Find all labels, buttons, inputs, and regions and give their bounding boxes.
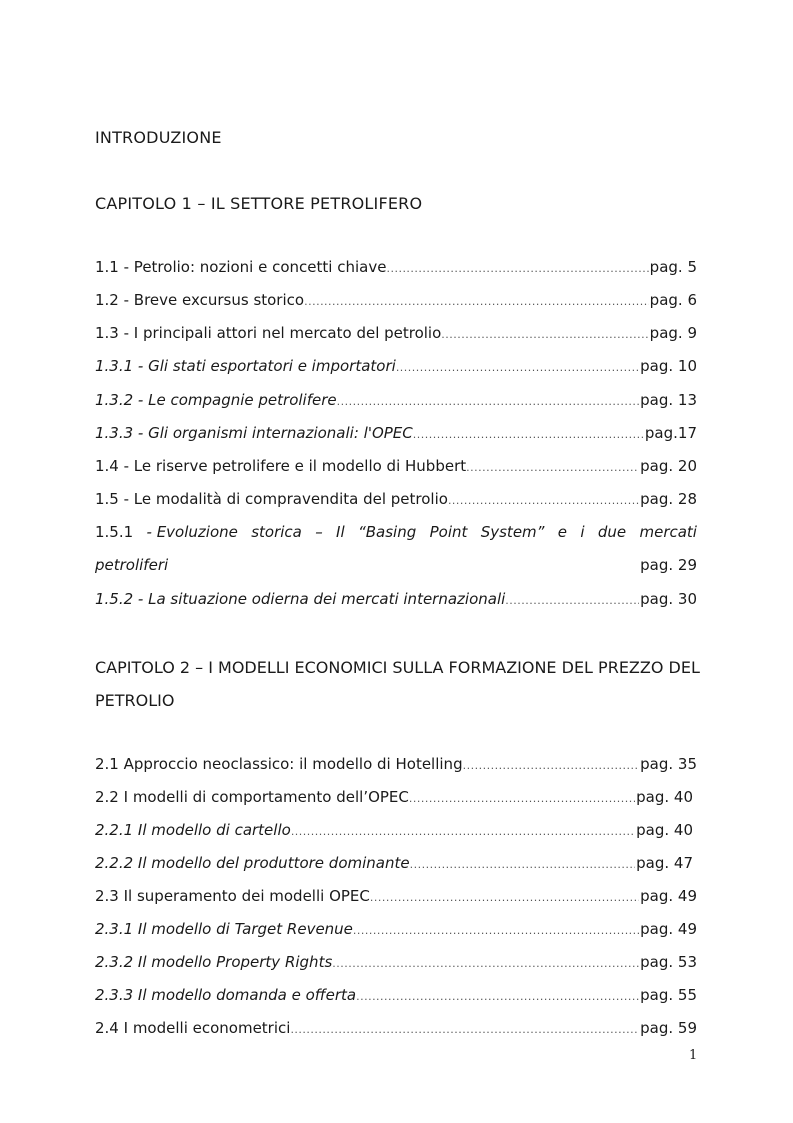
dot-leader [396,361,639,374]
toc-entry-title: 1.1 - Petrolio: nozioni e concetti chiave [95,258,387,276]
dot-leader [370,891,639,904]
toc-entry-page: pag. 40 [636,788,693,806]
dot-leader [409,792,635,805]
toc-entry-title: 1.3.3 - Gli organismi internazionali: l'OPEC [95,424,413,442]
dot-leader [463,759,640,772]
toc-entry-page: pag. 28 [640,490,697,508]
intro-heading: INTRODUZIONE [95,128,222,147]
toc-entry-2-2-2[interactable] [95,854,693,878]
dot-leader [353,924,639,937]
toc-entry-title: 2.3.1 Il modello di Target Revenue [95,920,353,938]
dot-leader [291,825,635,838]
toc-entry-page: pag. 5 [649,258,697,276]
toc-word: - Evoluzione [146,523,238,541]
toc-entry-page: pag. 30 [640,590,697,608]
dot-leader [448,494,639,507]
toc-entry-line-1 [95,523,697,556]
dot-leader [356,990,639,1003]
toc-entry-page: pag. 40 [636,821,693,839]
dot-leader [410,858,636,871]
toc-entry-2-4[interactable] [95,1019,697,1043]
toc-entry-2-3[interactable] [95,887,697,911]
dot-leader [304,295,649,308]
page-number: 1 [689,1048,698,1063]
toc-entry-page: pag. 47 [636,854,693,872]
toc-entry-page: pag. 49 [640,887,697,905]
toc-word: mercati [639,523,697,541]
dot-leader [386,262,648,275]
toc-word: “Basing [357,523,417,541]
toc-entry-title: 2.2.1 Il modello di cartello [95,821,291,839]
toc-entry-1-2[interactable] [95,291,697,315]
toc-entry-title: 2.3 Il superamento dei modelli OPEC [95,887,370,905]
toc-word: i [580,523,585,541]
dot-leader [337,395,640,408]
toc-entry-page: pag.17 [644,424,697,442]
toc-entry-title: 1.3 - I principali attori nel mercato del petrolio [95,324,442,342]
toc-entry-title: 2.3.2 Il modello Property Rights [95,953,333,971]
toc-entry-2-3-3[interactable] [95,986,697,1010]
chapter-2-heading: CAPITOLO 2 – I MODELLI ECONOMICI SULLA FORMAZIONE DEL PREZZO DEL PETROLIO [95,658,700,710]
toc-entry-title: 1.5.2 - La situazione odierna dei mercati internazionali [95,590,506,608]
dot-leader [413,428,644,441]
toc-entry-page: pag. 6 [649,291,697,309]
chapter-1-heading: CAPITOLO 1 – IL SETTORE PETROLIFERO [95,194,423,213]
toc-entry-page: pag. 49 [640,920,697,938]
toc-entry-1-3-1[interactable] [95,357,697,381]
toc-entry-1-5-2[interactable] [95,590,697,614]
toc-word: – [315,523,323,541]
dot-leader [466,461,639,474]
toc-entry-1-4[interactable] [95,457,697,481]
toc-entry-1-5[interactable] [95,490,697,514]
dot-leader [505,594,639,607]
toc-word: System” [480,523,545,541]
toc-entry-title: 1.3.1 - Gli stati esportatori e importatori [95,357,396,375]
toc-word: e [557,523,568,541]
toc-entry-title: 2.4 I modelli econometrici [95,1019,291,1037]
toc-entry-page: pag. 9 [649,324,697,342]
toc-entry-1-3-2[interactable] [95,391,697,415]
toc-entry-1-5-1[interactable] [95,523,697,580]
toc-entry-title: 2.3.3 Il modello domanda e offerta [95,986,357,1004]
toc-entry-1-3[interactable] [95,324,697,348]
toc-entry-page: pag. 29 [640,556,697,574]
toc-entry-page: pag. 13 [640,391,697,409]
toc-entry-2-3-1[interactable] [95,920,697,944]
dot-leader [441,328,648,341]
toc-word: Point [429,523,468,541]
toc-entry-page: pag. 53 [640,953,697,971]
toc-entry-title: 1.5 - Le modalità di compravendita del petrolio [95,490,448,508]
toc-entry-page: pag. 20 [640,457,697,475]
toc-entry-1-1[interactable] [95,258,697,282]
toc-entry-page: pag. 59 [640,1019,697,1037]
toc-entry-title: 2.2 I modelli di comportamento dell’OPEC [95,788,409,806]
toc-entry-title: 2.1 Approccio neoclassico: il modello di Hotelling [95,755,463,773]
toc-entry-title: 1.4 - Le riserve petrolifere e il modello di Hubbert [95,457,467,475]
toc-entry-page: pag. 10 [640,357,697,375]
toc-word: due [597,523,627,541]
toc-word: storica [251,523,302,541]
toc-entry-title: 1.2 - Breve excursus storico [95,291,305,309]
toc-entry-title: petroliferi [95,556,169,574]
toc-entry-2-1[interactable] [95,755,697,779]
toc-entry-title: 2.2.2 Il modello del produttore dominante [95,854,410,872]
toc-entry-number: 1.5.1 [95,523,134,541]
toc-entry-page: pag. 55 [640,986,697,1004]
toc-entry-2-2-1[interactable] [95,821,693,845]
toc-entry-2-2[interactable] [95,788,693,812]
dot-leader [332,957,639,970]
toc-word: Il [336,523,345,541]
dot-leader [290,1023,639,1036]
toc-entry-line-2 [95,556,697,580]
toc-entry-title: 1.3.2 - Le compagnie petrolifere [95,391,337,409]
toc-entry-1-3-3[interactable] [95,424,697,448]
toc-entry-2-3-2[interactable] [95,953,697,977]
toc-entry-page: pag. 35 [640,755,697,773]
